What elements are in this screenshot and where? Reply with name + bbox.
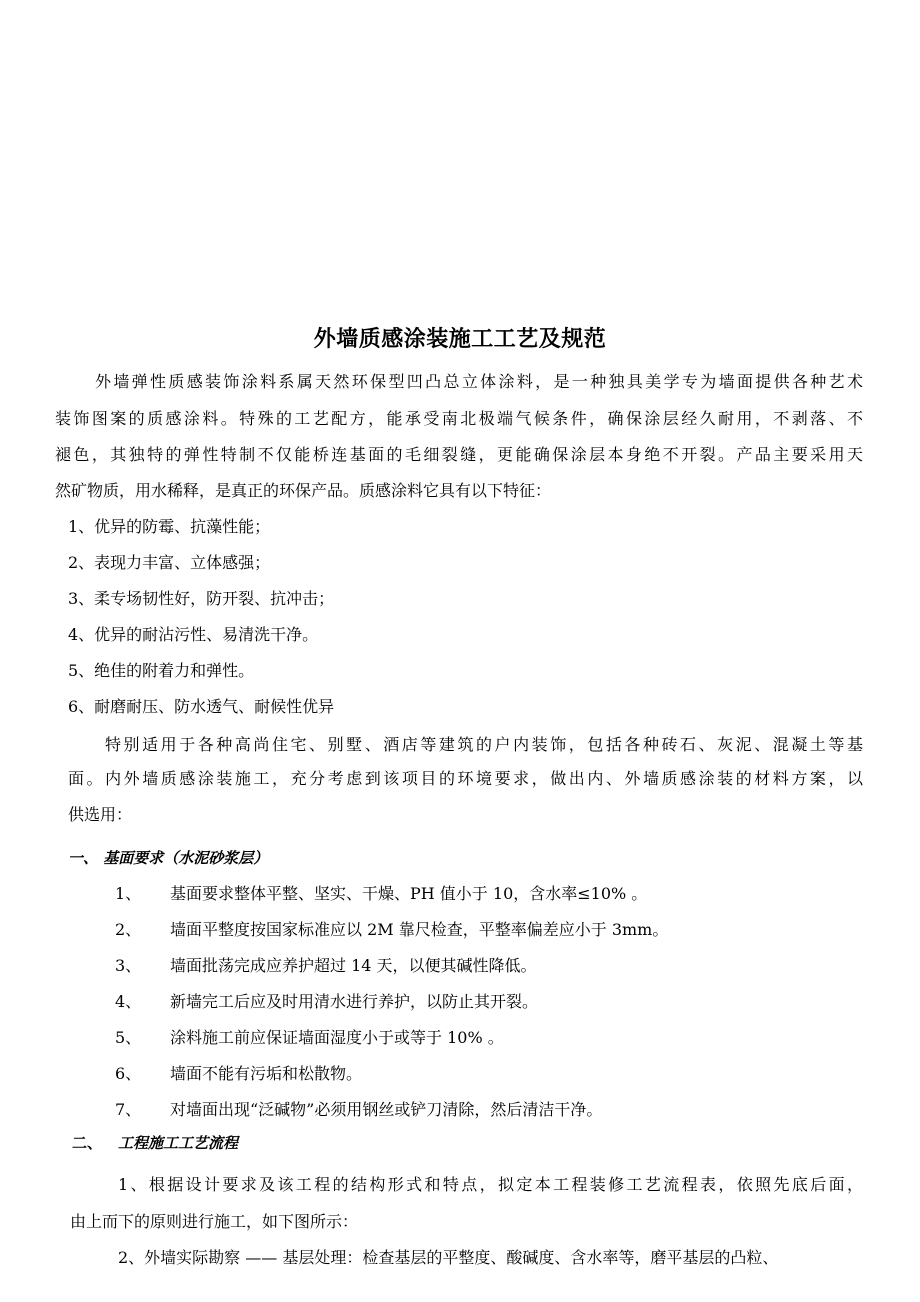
intro-line: 褪色，其独特的弹性特制不仅能桥连基面的毛细裂缝，更能确保涂层本身绝不开裂。产品主要采用天 (55, 445, 863, 464)
section1-item-text: 基面要求整体平整、坚实、干燥、PH 值小于 10，含水率≤10% 。 (170, 884, 648, 903)
applicable-line: 供选用： (68, 805, 133, 824)
feature-item: 3、柔专场韧性好，防开裂、抗冲击； (68, 589, 335, 608)
section2-paragraph-line: 1、根据设计要求及该工程的结构形式和特点，拟定本工程装修工艺流程表，依照先底后面， (118, 1175, 863, 1194)
feature-item: 5、绝佳的附着力和弹性。 (68, 661, 255, 680)
document-title: 外墙质感涂装施工工艺及规范 (313, 326, 607, 352)
intro-line: 装饰图案的质感涂料。特殊的工艺配方，能承受南北极端气候条件，确保涂层经久耐用，不剥落、不 (55, 409, 863, 428)
section1-item-text: 新墙完工后应及时用清水进行养护，以防止其开裂。 (170, 992, 539, 1011)
section1-item-text: 对墙面出现“泛碱物”必须用钢丝或铲刀清除，然后清洁干净。 (170, 1100, 603, 1119)
feature-item: 1、优异的防霉、抗藻性能； (68, 517, 271, 536)
section2-heading-num: 二、 (72, 1134, 103, 1152)
section1-item-num: 3、 (115, 956, 142, 975)
feature-item: 4、优异的耐沾污性、易清洗干净。 (68, 625, 319, 644)
applicable-line: 面。内外墙质感涂装施工，充分考虑到该项目的环境要求，做出内、外墙质感涂装的材料方案，以 (68, 769, 863, 788)
section1-item-num: 5、 (115, 1028, 142, 1047)
section1-heading: 一、 基面要求（水泥砂浆层） (68, 849, 269, 867)
section1-item-text: 墙面平整度按国家标准应以 2M 靠尺检查，平整率偏差应小于 3mm。 (170, 920, 669, 939)
feature-item: 2、表现力丰富、立体感强； (68, 553, 271, 572)
section2-paragraph-line: 2、外墙实际勘察 —— 基层处理：检查基层的平整度、酸碱度、含水率等，磨平基层的凸粒、 (118, 1248, 779, 1267)
section1-item-num: 7、 (115, 1100, 142, 1119)
section1-item-num: 1、 (115, 884, 142, 903)
applicable-line: 特别适用于各种高尚住宅、别墅、酒店等建筑的户内装饰，包括各种砖石、灰泥、混凝土等基 (105, 735, 863, 754)
intro-line: 外墙弹性质感装饰涂料系属天然环保型凹凸总立体涂料，是一种独具美学专为墙面提供各种艺术 (95, 372, 863, 391)
section2-paragraph-line: 由上而下的原则进行施工，如下图所示： (70, 1212, 359, 1231)
section1-item-num: 4、 (115, 992, 142, 1011)
section1-item-text: 墙面不能有污垢和松散物。 (170, 1064, 363, 1083)
section1-item-num: 6、 (115, 1064, 142, 1083)
intro-line: 然矿物质，用水稀释，是真正的环保产品。质感涂料它具有以下特征： (55, 481, 552, 500)
section1-item-text: 涂料施工前应保证墙面湿度小于或等于 10% 。 (170, 1028, 504, 1047)
feature-item: 6、耐磨耐压、防水透气、耐候性优异 (68, 697, 335, 716)
section2-heading: 工程施工工艺流程 (118, 1134, 239, 1152)
section1-item-num: 2、 (115, 920, 142, 939)
section1-item-text: 墙面批荡完成应养护超过 14 天，以便其碱性降低。 (170, 956, 537, 975)
